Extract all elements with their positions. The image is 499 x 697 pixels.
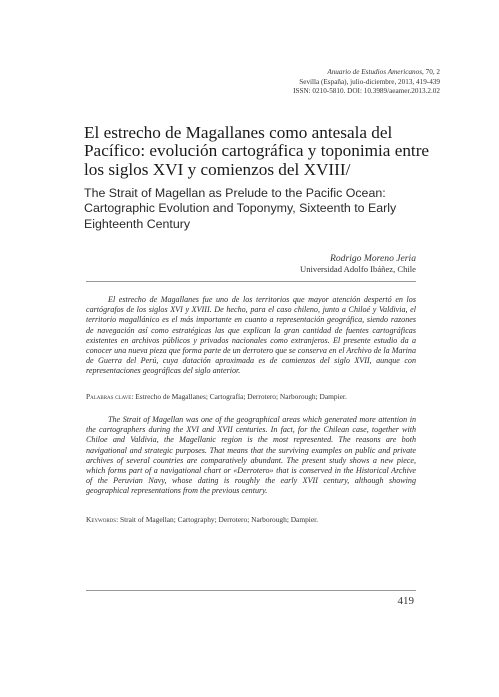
divider-top [86,281,416,282]
keywords-label: Palabras clave [86,392,132,401]
header-date-line: Sevilla (España), julio-diciembre, 2013, 419-439 [299,77,440,86]
title-spanish: El estrecho de Magallanes como antesala del Pacífico: evolución cartográfica y toponimia entre los siglos XVI y comienzos del XVIII/ [84,123,430,179]
page-number: 419 [397,595,414,607]
keywords-text: : Estrecho de Magallanes; Cartografía; Derrotero; Narborough; Dampier. [131,392,347,401]
keywords-spanish [86,392,416,402]
author-affiliation: Universidad Adolfo Ibáñez, Chile [300,264,416,274]
running-header [293,68,440,97]
keywords-text: : Strait of Magellan; Cartography; Derrotero; Narborough; Dampier. [116,515,319,524]
abstract-spanish: El estrecho de Magallanes fue uno de los territorios que mayor atención despertó en los cartógrafos de los siglos XVI y XVIII. De hecho, para el caso chileno, junto a Chiloé y Valdivia, el territorio magallánico es el más importante en cuanto a representación geográfica, siendo razones de navegación así como estratégicas las que explican la gran cantidad de fuentes cartográficas existentes en archivos públicos y privados nacionales como extranjeros. El presente estudio da a conocer una nueva pieza que forma parte de un derrotero que se conserva en el Archivo de la Marina de Guerra del Perú, cuya datación aproximada es de comienzos del siglo XVII, aunque con representaciones geográficas del siglo anterior. [86,295,416,376]
header-journal-line [293,68,440,78]
keywords-label: Keywords [86,515,117,524]
header-issn-line: ISSN: 0210-5810. DOI: 10.3989/aeamer.2013.2.02 [293,87,440,96]
author-name: Rodrigo Moreno Jeria [330,253,416,264]
journal-name: Anuario de Estudios Americanos [327,68,423,76]
title-english: The Strait of Magellan as Prelude to the Pacific Ocean: Cartographic Evolution and Toponymy, Sixteenth to Early Eighteenth Century [84,186,397,231]
abstract-english: The Strait of Magellan was one of the geographical areas which generated more attention in the cartographers during the XVI and XVII centuries. In fact, for the Chilean case, together with Chiloe and Valdivia, the Magellanic region is the most represented. The reasons are both navigational and strategic purposes. That means that the surviving examples on public and private archives of several countries are comparatively abundant. The present study shows a new piece, which forms part of a navigational chart or «Derrotero» that is conserved in the Historical Archive of the Peruvian Navy, whose dating is roughly the early XVII century, although showing geographical representations from the previous century. [86,415,416,496]
divider-bottom [86,590,416,591]
journal-volume: , 70, 2 [422,68,440,76]
keywords-english [86,515,416,525]
